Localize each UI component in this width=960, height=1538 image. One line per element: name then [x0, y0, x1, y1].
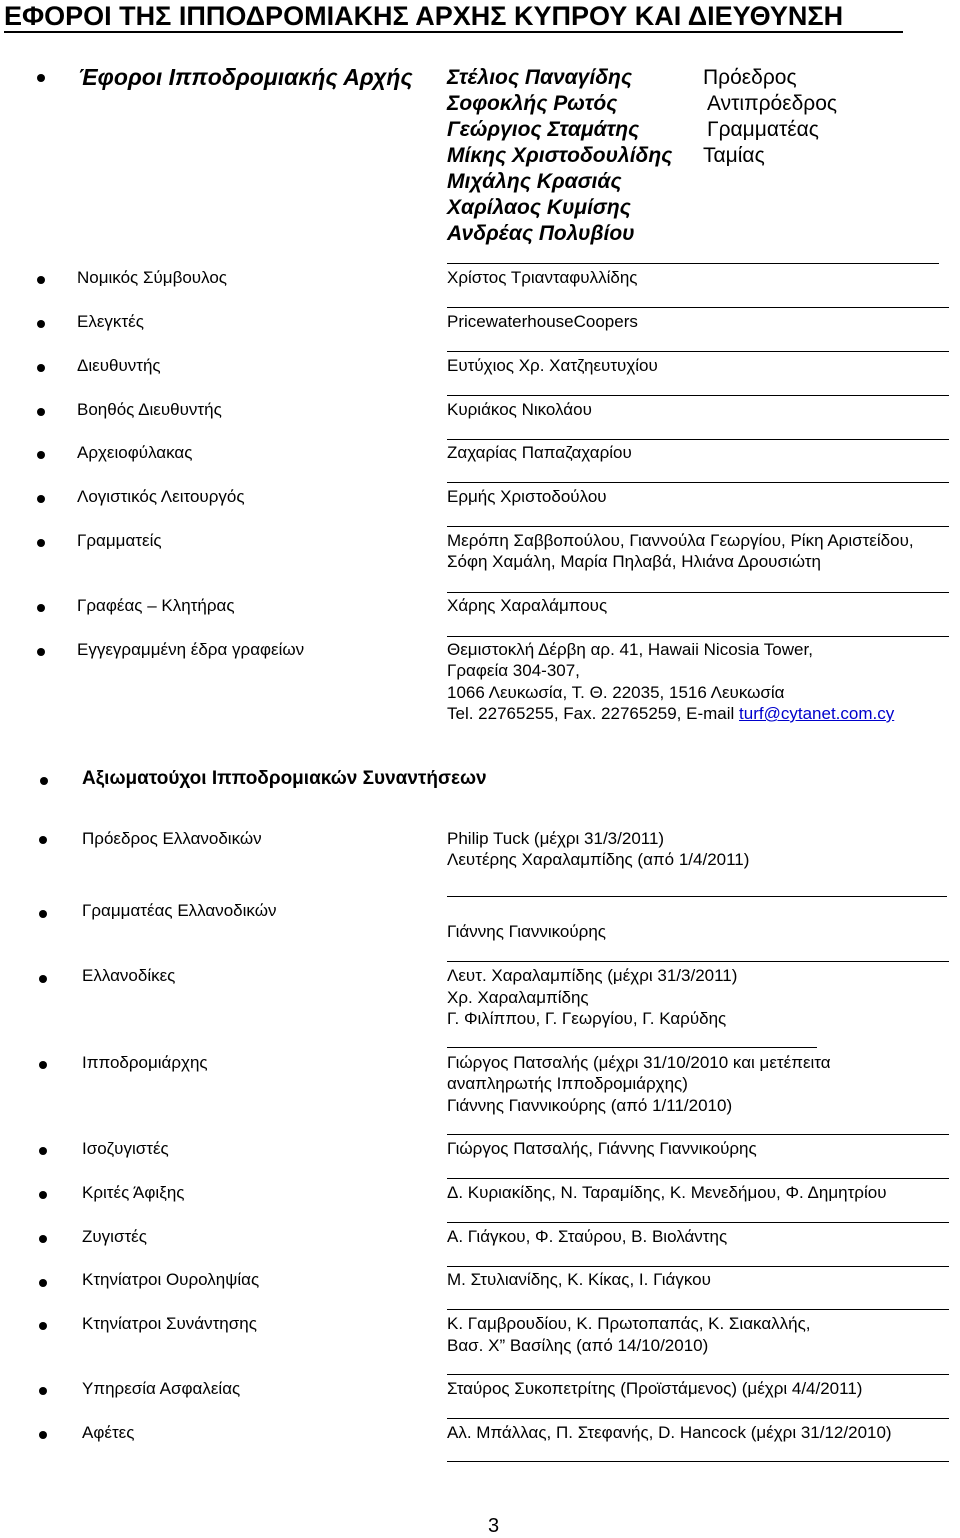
official-label: Κτηνίατροι Ουροληψίας — [82, 1270, 260, 1289]
bullet-icon — [37, 320, 45, 328]
official-value: Γιάννης Γιαννικούρης (από 1/11/2010) — [447, 1096, 733, 1115]
official-label: Υπηρεσία Ασφαλείας — [82, 1379, 241, 1398]
official-label: Πρόεδρος Ελλανοδικών — [82, 829, 262, 848]
office-address-line: Θεμιστοκλή Δέρβη αρ. 41, Hawaii Nicosia Tower, — [447, 640, 813, 659]
separator-line — [447, 1222, 949, 1223]
page-number: 3 — [488, 1515, 500, 1537]
official-label: Γραμματέας Ελλανοδικών — [82, 901, 277, 920]
separator-line — [447, 1461, 949, 1462]
board-member-name: Στέλιος Παναγίδης — [447, 66, 633, 89]
official-value: Χρ. Χαραλαμπίδης — [447, 988, 589, 1007]
staff-label: Γραμματείς — [77, 531, 162, 550]
official-value: Βασ. Χ” Βασίλης (από 14/10/2010) — [447, 1336, 709, 1355]
staff-label: Αρχειοφύλακας — [77, 443, 193, 462]
separator-line — [447, 526, 949, 527]
official-label: Ζυγιστές — [82, 1227, 147, 1246]
office-address-line: Γραφεία 304-307, — [447, 661, 580, 680]
bullet-icon — [37, 74, 45, 82]
official-label: Αφέτες — [82, 1423, 135, 1442]
page-title: ΕΦΟΡΟΙ ΤΗΣ ΙΠΠΟΔΡΟΜΙΑΚΗΣ ΑΡΧΗΣ ΚΥΠΡΟΥ ΚΑΙ ΔΙΕΥΘΥΝΣΗ — [4, 1, 844, 31]
separator-line — [447, 351, 949, 352]
staff-value: PricewaterhouseCoopers — [447, 312, 638, 331]
board-label: Έφοροι Ιπποδρομιακής Αρχής — [78, 64, 413, 90]
separator-line — [447, 1047, 817, 1048]
separator-line — [447, 1266, 949, 1267]
board-member-role: Αντιπρόεδρος — [707, 92, 837, 115]
staff-value: Ερμής Χριστοδούλου — [447, 487, 607, 506]
official-value: Α. Γιάγκου, Φ. Σταύρου, Β. Βιολάντης — [447, 1227, 728, 1246]
bullet-icon — [39, 1322, 47, 1330]
officials-heading: Αξιωματούχοι Ιπποδρομιακών Συναντήσεων — [82, 768, 487, 789]
separator-line — [447, 1309, 949, 1310]
board-member-name: Ανδρέας Πολυβίου — [447, 222, 635, 245]
bullet-icon — [37, 408, 45, 416]
bullet-icon — [39, 1235, 47, 1243]
bullet-icon — [39, 1147, 47, 1155]
staff-value: Κυριάκος Νικολάου — [447, 400, 592, 419]
separator-line — [447, 1374, 949, 1375]
office-contact-text: Tel. 22765255, Fax. 22765259, E-mail — [447, 704, 740, 723]
staff-label: Νομικός Σύμβουλος — [77, 268, 227, 287]
separator-line — [447, 1134, 949, 1135]
official-label: Κτηνίατροι Συνάντησης — [82, 1314, 257, 1333]
staff-value: Χρίστος Τριανταφυλλίδης — [447, 268, 638, 287]
bullet-icon — [37, 604, 45, 612]
bullet-icon — [39, 910, 47, 918]
staff-label: Γραφέας – Κλητήρας — [77, 596, 235, 615]
official-label: Ελλανοδίκες — [82, 966, 176, 985]
official-value: Μ. Στυλιανίδης, Κ. Κίκας, Ι. Γιάγκου — [447, 1270, 711, 1289]
separator-line — [447, 636, 949, 637]
staff-label: Διευθυντής — [77, 356, 161, 375]
board-member-role: Γραμματέας — [707, 118, 819, 141]
staff-label: Ελεγκτές — [77, 312, 144, 331]
separator-line — [447, 1418, 949, 1419]
bullet-icon — [37, 495, 45, 503]
bullet-icon — [37, 648, 45, 656]
title-underline — [4, 31, 903, 33]
official-value: Λευτ. Χαραλαμπίδης (μέχρι 31/3/2011) — [447, 966, 738, 985]
separator-line — [447, 961, 949, 962]
official-value: Γιώργος Πατσαλής, Γιάννης Γιαννικούρης — [447, 1139, 757, 1158]
board-member-role: Πρόεδρος — [703, 66, 797, 89]
official-label: Κριτές Άφιξης — [82, 1183, 185, 1202]
office-label: Εγγεγραμμένη έδρα γραφείων — [77, 640, 305, 659]
separator-line — [447, 263, 939, 264]
staff-value: Ευτύχιος Χρ. Χατζηευτυχίου — [447, 356, 658, 375]
official-value: Κ. Γαμβρουδίου, Κ. Πρωτοπαπάς, Κ. Σιακαλλής, — [447, 1314, 811, 1333]
separator-line — [447, 896, 947, 897]
official-value: αναπληρωτής Ιπποδρομιάρχης) — [447, 1074, 688, 1093]
bullet-icon — [39, 1431, 47, 1439]
separator-line — [447, 307, 949, 308]
official-value: Γ. Φιλίππου, Γ. Γεωργίου, Γ. Καρύδης — [447, 1009, 727, 1028]
bullet-icon — [40, 777, 48, 785]
separator-line — [447, 482, 949, 483]
official-value: Σταύρος Συκοπετρίτης (Προϊστάμενος) (μέχρι 4/4/2011) — [447, 1379, 863, 1398]
board-member-name: Χαρίλαος Κυμίσης — [447, 196, 631, 219]
bullet-icon — [37, 364, 45, 372]
bullet-icon — [39, 1191, 47, 1199]
office-address-line: 1066 Λευκωσία, Τ. Θ. 22035, 1516 Λευκωσία — [447, 683, 785, 702]
staff-value: Μερόπη Σαββοπούλου, Γιαννούλα Γεωργίου, Ρίκη Αριστείδου, — [447, 531, 914, 550]
staff-value: Ζαχαρίας Παπαζαχαρίου — [447, 443, 632, 462]
bullet-icon — [37, 276, 45, 284]
official-value: Γιώργος Πατσαλής (μέχρι 31/10/2010 και μετέπειτα — [447, 1053, 831, 1072]
board-member-role: Ταμίας — [703, 144, 765, 167]
bullet-icon — [39, 1279, 47, 1287]
bullet-icon — [37, 539, 45, 547]
staff-value: Χάρης Χαραλάμπους — [447, 596, 608, 615]
bullet-icon — [39, 975, 47, 983]
official-value: Αλ. Μπάλλας, Π. Στεφανής, D. Hancock (μέχρι 31/12/2010) — [447, 1423, 892, 1442]
board-member-name: Γεώργιος Σταμάτης — [447, 118, 640, 141]
email-link[interactable]: turf@cytanet.com.cy — [739, 704, 895, 723]
official-label: Ισοζυγιστές — [82, 1139, 169, 1158]
separator-line — [447, 439, 949, 440]
official-value: Λευτέρης Χαραλαμπίδης (από 1/4/2011) — [447, 850, 750, 869]
board-member-name: Μίκης Χριστοδουλίδης — [447, 144, 673, 167]
office-contact — [447, 704, 894, 724]
board-member-name: Σοφοκλής Ρωτός — [447, 92, 618, 115]
bullet-icon — [39, 1387, 47, 1395]
bullet-icon — [39, 836, 47, 844]
bullet-icon — [39, 1061, 47, 1069]
official-label: Ιπποδρομιάρχης — [82, 1053, 208, 1072]
official-value: Philip Tuck (μέχρι 31/3/2011) — [447, 829, 665, 848]
separator-line — [447, 1178, 949, 1179]
board-member-name: Μιχάλης Κρασιάς — [447, 170, 622, 193]
separator-line — [447, 592, 949, 593]
bullet-icon — [37, 451, 45, 459]
staff-value: Σόφη Χαμάλη, Μαρία Πηλαβά, Ηλιάνα Δρουσιώτη — [447, 552, 821, 571]
staff-label: Λογιστικός Λειτουργός — [77, 487, 245, 506]
separator-line — [447, 395, 949, 396]
official-value: Γιάννης Γιαννικούρης — [447, 922, 606, 941]
official-value: Δ. Κυριακίδης, Ν. Ταραμίδης, Κ. Μενεδήμου, Φ. Δημητρίου — [447, 1183, 887, 1202]
staff-label: Βοηθός Διευθυντής — [77, 400, 222, 419]
